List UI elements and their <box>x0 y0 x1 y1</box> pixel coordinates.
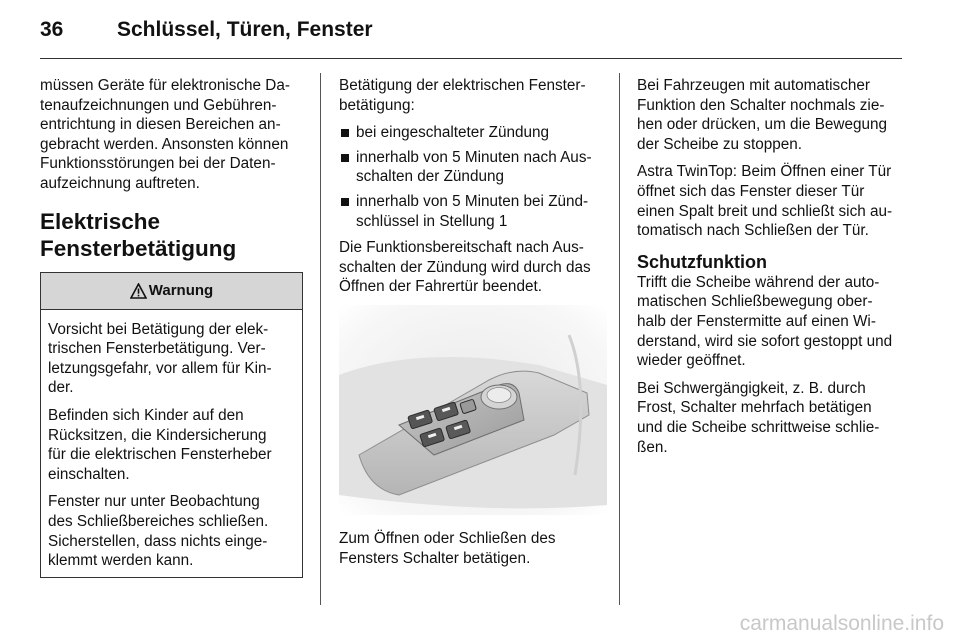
list-item <box>339 148 607 187</box>
paragraph <box>637 162 902 240</box>
text-line: tenaufzeichnungen und Gebühren- <box>40 96 277 114</box>
text-line: der Scheibe zu stoppen. <box>637 135 802 153</box>
text-line: derstand, wird sie sofort gestoppt und <box>637 332 893 350</box>
bullet-square-icon <box>341 154 349 162</box>
text-line: gebracht werden. Ansonsten können <box>40 135 289 153</box>
paragraph <box>637 379 902 457</box>
text-line: trischen Fensterbetätigung. Ver- <box>48 340 266 358</box>
warning-paragraph <box>48 492 295 570</box>
column-right <box>637 76 902 465</box>
subsection-title: Schutzfunktion <box>637 251 767 272</box>
warning-header <box>41 273 302 310</box>
window-switch-photo <box>339 305 607 515</box>
text-line: hen oder drücken, um die Bewegung <box>637 116 888 134</box>
text-line: einen Spalt breit und schließt sich au- <box>637 202 893 220</box>
page-title: Schlüssel, Türen, Fenster <box>117 18 373 41</box>
text-line: betätigung: <box>339 96 415 114</box>
section-title <box>40 208 305 262</box>
text-line: halb der Fenstermitte auf einen Wi- <box>637 312 876 330</box>
warning-paragraph <box>48 320 295 398</box>
section-title-line: Elektrische <box>40 208 161 234</box>
text-line: wieder geöffnet. <box>637 352 746 370</box>
text-line: öffnet sich das Fenster dieser Tür <box>637 182 865 200</box>
text-line: schalten der Zündung <box>356 168 504 186</box>
paragraph <box>637 273 902 371</box>
column-divider-1 <box>320 73 321 605</box>
column-middle <box>339 76 607 576</box>
intro-paragraph <box>40 76 305 194</box>
text-line: für die elektrischen Fensterheber <box>48 446 272 464</box>
text-line: Trifft die Scheibe während der auto- <box>637 273 880 291</box>
text-line: ßen. <box>637 438 668 456</box>
text-line: aufzeichnung auftreten. <box>40 174 200 192</box>
condition-list <box>339 123 607 231</box>
text-line: Bei Fahrzeugen mit automatischer <box>637 77 870 94</box>
intro-paragraph <box>339 76 607 115</box>
bullet-square-icon <box>341 198 349 206</box>
text-line: Fenster nur unter Beobachtung <box>48 493 260 511</box>
text-line: Astra TwinTop: Beim Öffnen einer Tür <box>637 163 892 181</box>
text-line: schlüssel in Stellung 1 <box>356 212 508 230</box>
page-number: 36 <box>40 18 64 41</box>
text-line: tomatisch nach Schließen der Tür. <box>637 222 869 240</box>
list-item <box>339 192 607 231</box>
warning-title: Warnung <box>148 281 214 299</box>
text-line: innerhalb von 5 Minuten nach Aus- <box>356 148 592 166</box>
text-line: matischen Schließbewegung ober- <box>637 293 873 311</box>
text-line: und die Scheibe schrittweise schlie- <box>637 418 880 436</box>
section-title-line: Fensterbetätigung <box>40 235 237 261</box>
text-line: Funktionsstörungen bei der Daten- <box>40 155 276 173</box>
text-line: bei eingeschalteter Zündung <box>356 124 550 142</box>
text-line: Frost, Schalter mehrfach betätigen <box>637 399 872 417</box>
warning-box <box>40 272 303 578</box>
text-line: einschalten. <box>48 465 130 483</box>
text-line: schalten der Zündung wird durch das <box>339 258 591 276</box>
column-left <box>40 76 305 578</box>
text-line: Die Funktionsbereitschaft nach Aus- <box>339 239 584 257</box>
paragraph <box>339 238 607 297</box>
warning-triangle-icon <box>130 283 147 299</box>
text-line: müssen Geräte für elektronische Da- <box>40 77 290 94</box>
watermark[interactable]: carmanualsonline.info <box>739 612 944 635</box>
text-line: entrichtung in diesen Bereichen an- <box>40 116 281 134</box>
text-line: Bei Schwergängigkeit, z. B. durch <box>637 379 866 397</box>
header-rule <box>40 58 902 59</box>
text-line: des Schließbereiches schließen. <box>48 512 269 530</box>
text-line: Befinden sich Kinder auf den <box>48 406 244 424</box>
paragraph <box>637 76 902 154</box>
text-line: Vorsicht bei Betätigung der elek- <box>48 320 269 338</box>
text-line: letzungsgefahr, vor allem für Kin- <box>48 359 272 377</box>
photo-caption <box>339 529 607 568</box>
text-line: Öffnen der Fahrertür beendet. <box>339 278 542 296</box>
text-line: Fensters Schalter betätigen. <box>339 549 531 567</box>
text-line: der. <box>48 379 74 397</box>
warning-body <box>41 310 302 577</box>
text-line: innerhalb von 5 Minuten bei Zünd- <box>356 192 589 210</box>
column-divider-2 <box>619 73 620 605</box>
text-line: Rücksitzen, die Kindersicherung <box>48 426 267 444</box>
text-line: Sicherstellen, dass nichts einge- <box>48 532 268 550</box>
list-item <box>339 123 607 143</box>
text-line: Zum Öffnen oder Schließen des <box>339 529 556 547</box>
text-line: Funktion den Schalter nochmals zie- <box>637 96 885 114</box>
warning-paragraph <box>48 406 295 484</box>
text-line: Betätigung der elektrischen Fenster- <box>339 77 586 94</box>
text-line: klemmt werden kann. <box>48 552 194 570</box>
bullet-square-icon <box>341 129 349 137</box>
